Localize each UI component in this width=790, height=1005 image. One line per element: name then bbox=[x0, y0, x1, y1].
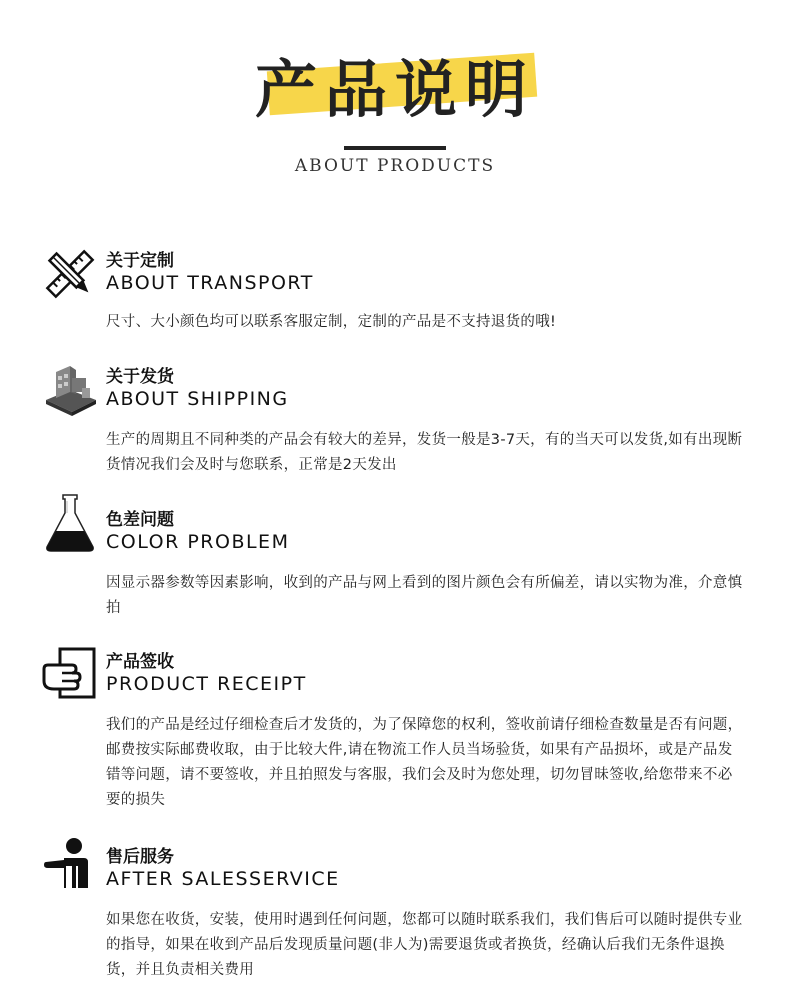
section-title-zh: 产品签收 bbox=[106, 652, 174, 672]
section-body: 尺寸、大小颜色均可以联系客服定制，定制的产品是不支持退货的哦! bbox=[106, 314, 557, 330]
service-person-icon bbox=[42, 836, 98, 892]
section-body: 因显示器参数等因素影响，收到的产品与网上看到的图片颜色会有所偏差，请以实物为准，介意慎拍 bbox=[106, 575, 743, 616]
section-body: 如果您在收货，安装，使用时遇到任何问题，您都可以随时联系我们，我们售后可以随时提供专业的指导，如果在收到产品后发现质量问题(非人为)需要退货或者换货，经确认后我们无条件退换货，并且负责相关费用 bbox=[106, 912, 743, 978]
warehouse-icon bbox=[42, 362, 98, 418]
section-body: 我们的产品是经过仔细检查后才发货的，为了保障您的权利，签收前请仔细检查数量是否有问题，邮费按实际邮费收取，由于比较大件,请在物流工作人员当场验货，如果有产品损坏，或是产品发错等问题，请不要签收，并且拍照发与客服，我们会及时为您处理，切勿冒昧签收,给您带来不必要的损失 bbox=[106, 717, 743, 808]
section-title-en: AFTER SALESSERVICE bbox=[106, 868, 340, 890]
section-title-zh: 关于定制 bbox=[106, 251, 174, 271]
page-header bbox=[0, 0, 790, 200]
section-title-en: PRODUCT RECEIPT bbox=[106, 673, 307, 695]
section-title-en: ABOUT SHIPPING bbox=[106, 388, 289, 410]
ruler-pencil-icon bbox=[42, 246, 98, 302]
hand-document-icon bbox=[42, 647, 98, 703]
section-title-zh: 售后服务 bbox=[106, 847, 174, 867]
section-title-zh: 色差问题 bbox=[106, 510, 174, 530]
title-divider bbox=[344, 146, 446, 150]
section-title-en: ABOUT TRANSPORT bbox=[106, 272, 314, 294]
page-title: 产品说明 bbox=[254, 53, 535, 126]
section-body: 生产的周期且不同种类的产品会有较大的差异，发货一般是3-7天，有的当天可以发货,如有出现断货情况我们会及时与您联系，正常是2天发出 bbox=[106, 432, 743, 473]
section-title-zh: 关于发货 bbox=[106, 367, 174, 387]
page-subtitle: ABOUT PRODUCTS bbox=[294, 156, 496, 176]
section-title-en: COLOR PROBLEM bbox=[106, 531, 290, 553]
flask-icon bbox=[42, 491, 98, 553]
